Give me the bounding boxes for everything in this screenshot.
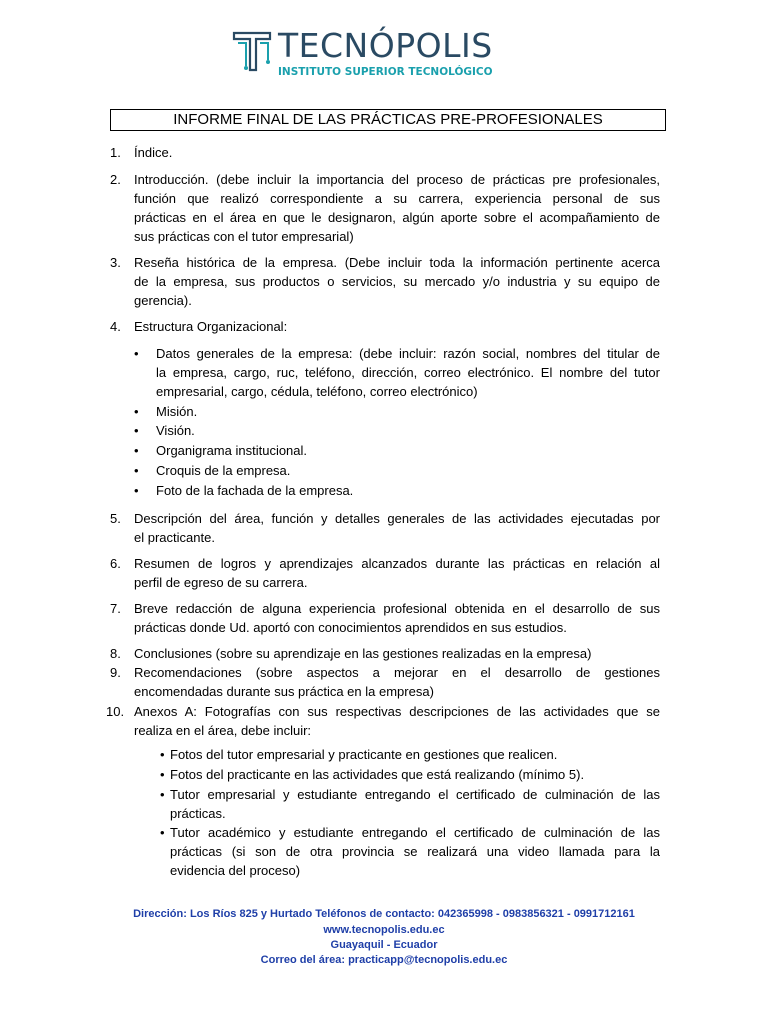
bullet-icon: • (134, 463, 139, 478)
annex-bullet-text: Fotos del tutor empresarial y practicante en gestiones que realicen. (170, 747, 558, 762)
bullet-icon: • (160, 767, 165, 782)
list-item-number: 8. (110, 646, 121, 661)
list-item-number: 10. (106, 704, 125, 719)
annex-bullet-text: Tutor empresarial y estudiante entregando el certificado de culminación de las (170, 787, 660, 802)
org-bullet-text: Misión. (156, 404, 198, 419)
list-item-text: de la empresa, sus productos o servicios, su mercado y/o industria y su equipo de (134, 274, 660, 289)
list-item-text: Breve redacción de alguna experiencia profesional obtenida en el desarrollo de sus (134, 601, 660, 616)
footer-website: www.tecnopolis.edu.ec (323, 924, 445, 936)
footer-address: Dirección: Los Ríos 825 y Hurtado Teléfonos de contacto: 042365998 - 0983856321 - 0991712161 (133, 908, 635, 920)
bullet-icon: • (160, 747, 165, 762)
list-item-text: Anexos A: Fotografías con sus respectivas descripciones de las actividades que se (134, 704, 660, 719)
annex-bullet-text: Fotos del practicante en las actividades que está realizando (mínimo 5). (170, 767, 585, 782)
logo-subtitle: INSTITUTO SUPERIOR TECNOLÓGICO (278, 66, 493, 78)
annex-bullet-text: evidencia del proceso) (170, 863, 301, 878)
list-item-number: 1. (110, 145, 121, 160)
list-item-text: Estructura Organizacional: (134, 319, 288, 334)
list-item-text: sus prácticas con el tutor empresarial) (134, 229, 354, 244)
list-item-text: prácticas donde Ud. aportó con conocimientos aprendidos en sus estudios. (134, 620, 567, 635)
bullet-icon: • (134, 483, 139, 498)
list-item-number: 6. (110, 556, 121, 571)
bullet-icon: • (134, 404, 139, 419)
list-item-number: 9. (110, 665, 121, 680)
document-title: INFORME FINAL DE LAS PRÁCTICAS PRE-PROFESIONALES (110, 109, 666, 131)
org-bullet-text: la empresa, cargo, ruc, teléfono, dirección, correo electrónico. El nombre del tutor (156, 365, 660, 380)
tecnopolis-t-icon (232, 30, 274, 74)
tecnopolis-logo (232, 26, 493, 82)
list-item-text: Recomendaciones (sobre aspectos a mejorar en el desarrollo de gestiones (134, 665, 660, 680)
list-item-number: 4. (110, 319, 121, 334)
org-bullet-text: Croquis de la empresa. (156, 463, 291, 478)
list-item-text: encomendadas durante sus práctica en la empresa) (134, 684, 434, 699)
list-item-text: Descripción del área, función y detalles generales de las actividades ejecutadas por (134, 511, 660, 526)
list-item-text: Resumen de logros y aprendizajes alcanzados durante las prácticas en relación al (134, 556, 660, 571)
list-item-number: 2. (110, 172, 121, 187)
bullet-icon: • (134, 346, 139, 361)
org-bullet-text: empresarial, cargo, cédula, teléfono, correo electrónico) (156, 384, 478, 399)
footer-email: Correo del área: practicapp@tecnopolis.edu.ec (260, 954, 508, 966)
list-item-text: Índice. (134, 145, 173, 160)
org-bullet-text: Organigrama institucional. (156, 443, 308, 458)
logo-brand: TECNÓPOLIS (278, 26, 493, 65)
org-bullet-text: Visión. (156, 423, 195, 438)
annex-bullet-text: prácticas (si son de otra provincia se realizará una video llamada para la (170, 844, 660, 859)
annex-bullet-text: prácticas. (170, 806, 226, 821)
list-item-text: perfil de egreso de su carrera. (134, 575, 308, 590)
list-item-text: el practicante. (134, 530, 215, 545)
list-item-number: 7. (110, 601, 121, 616)
org-bullet-text: Datos generales de la empresa: (debe incluir: razón social, nombres del titular de (156, 346, 660, 361)
footer-city: Guayaquil - Ecuador (330, 939, 438, 951)
bullet-icon: • (134, 443, 139, 458)
annex-bullet-text: Tutor académico y estudiante entregando el certificado de culminación de las (170, 825, 660, 840)
list-item-text: Reseña histórica de la empresa. (Debe incluir toda la información pertinente acerca (134, 255, 660, 270)
bullet-icon: • (160, 787, 165, 802)
bullet-icon: • (134, 423, 139, 438)
list-item-text: gerencia). (134, 293, 192, 308)
list-item-number: 3. (110, 255, 121, 270)
list-item-number: 5. (110, 511, 121, 526)
list-item-text: realiza en el área, debe incluir: (134, 723, 312, 738)
list-item-text: prácticas en el área en que le designaron, algún aporte sobre el acompañamiento de (134, 210, 660, 225)
list-item-text: Introducción. (debe incluir la importancia del proceso de prácticas pre profesionales, (134, 172, 660, 187)
list-item-text: función que realizó correspondiente a su carrera, experiencia personal de sus (134, 191, 660, 206)
list-item-text: Conclusiones (sobre su aprendizaje en las gestiones realizadas en la empresa) (134, 646, 592, 661)
org-bullet-text: Foto de la fachada de la empresa. (156, 483, 354, 498)
bullet-icon: • (160, 825, 165, 840)
